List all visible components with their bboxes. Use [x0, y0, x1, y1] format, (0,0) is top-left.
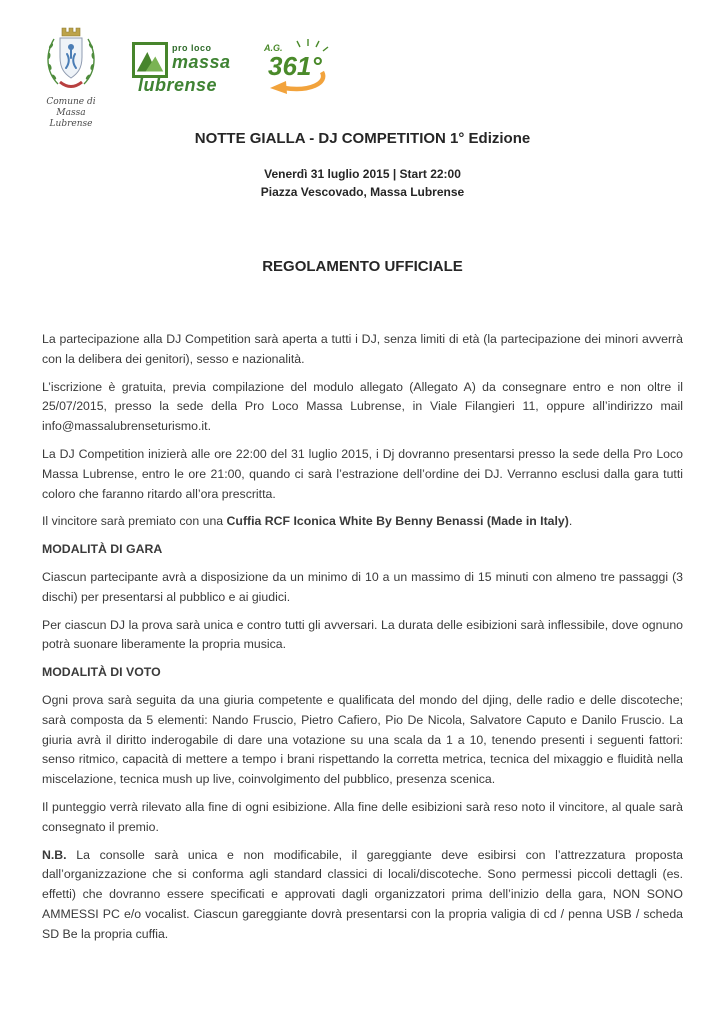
paragraph-jury: Ogni prova sarà seguita da una giuria competente e qualificata del mondo del djing, delle radio e delle discoteche; sarà composta da 5 elementi: Nando Fruscio, Pietro Cafiero, Pio De Nicola, Salvatore Caputo e Danilo Fruscio. La giuria avrà il diritto inderogabile di dare una votazione su una scala da 1 a 10, tenendo presenti i seguenti fattori: senso ritmico, capacità di mettere a tempo i brani rispettando la corretta metrica, tecnica del mixaggio e fluidità nella miscelazione, tecnica mush up live, coinvolgimento del pubblico, presenza scenica. [42, 692, 683, 787]
comune-logo [36, 24, 106, 130]
ag361-logo [262, 38, 336, 103]
paragraph-prize: Il vincitore sarà premiato con una Cuffia RCF Iconica White By Benny Benassi (Made in Italy). [42, 514, 573, 529]
document-body [42, 330, 683, 953]
event-location: Piazza Vescovado, Massa Lubrense [260, 185, 465, 199]
proloco-label-small: pro loco [172, 43, 212, 53]
ag361-label: 361° [268, 51, 322, 81]
section-title: REGOLAMENTO UFFICIALE [262, 258, 463, 275]
paragraph-registration: L’iscrizione è gratuita, previa compilazione del modulo allegato (Allegato A) da consegnare entro e non oltre il 25/07/2015, presso la sede della Pro Loco Massa Lubrense, in Viale Filangieri 11, oppure all’indirizzo mail info@massalubrenseturismo.it. [42, 379, 683, 434]
document-title: NOTTE GIALLA - DJ COMPETITION 1° Edizione [194, 130, 531, 147]
comune-caption-line1: Comune di [46, 97, 96, 107]
ag-label: A.G. [264, 43, 283, 53]
event-info [0, 165, 725, 201]
proloco-label-massa: massa [172, 52, 231, 72]
comune-crest-icon [41, 24, 101, 90]
paragraph-scoring: Il punteggio verrà rilevato alla fine di ogni esibizione. Alla fine delle esibizioni sarà reso noto il vincitore, al quale sarà consegnato il premio. [42, 799, 683, 834]
paragraph-single-round: Per ciascun DJ la prova sarà unica e contro tutti gli avversari. La durata delle esibizioni sarà inflessibile, dove ognuno potrà suonare liberamente la propria musica. [42, 617, 683, 652]
paragraph-participation: La partecipazione alla DJ Competition sarà aperta a tutti i DJ, senza limiti di età (la partecipazione dei minori avverrà con la delibera dei genitori), sesso e nazionalità. [42, 332, 683, 366]
paragraph-schedule: La DJ Competition inizierà alle ore 22:00 del 31 luglio 2015, i Dj dovranno presentarsi presso la sede della Pro Loco Massa Lubrense, entro le ore 21:00, quando ci sarà l’estrazione dell’ordine dei DJ. Verranno esclusi dalla gara tutti coloro che faranno ritardo all’ora prescritta. [42, 446, 683, 501]
paragraph-nb-equipment: N.B. La consolle sarà unica e non modificabile, il gareggiante deve esibirsi con l’attrezzatura proposta dall’organizzazione che si conforma agli standard classici di locali/discoteche. Sono permessi piccoli dettagli (es. effetti) che dovranno essere specificati e approvati dagli organizzatori prima dell’inizio della gara, NON SONO AMMESSI PC e/o vocalist. Ciascun gareggiante dovrà presentarsi con la propria valigia di cd / penna USB / scheda SD Be la propria cuffia. [42, 847, 683, 941]
heading-modalita-di-voto: MODALITÀ DI VOTO [42, 665, 161, 680]
comune-caption [36, 97, 106, 130]
rays-icon [297, 39, 328, 51]
event-datetime: Venerdì 31 luglio 2015 | Start 22:00 [264, 167, 461, 181]
proloco-label-lubrense: lubrense [138, 75, 218, 95]
heading-modalita-di-gara: MODALITÀ DI GARA [42, 542, 163, 557]
proloco-logo [132, 42, 236, 94]
header-logos [36, 24, 336, 130]
paragraph-time-limits: Ciascun partecipante avrà a disposizione da un minimo di 10 a un massimo di 15 minuti con almeno tre passaggi (3 dischi) per presentarsi al pubblico e ai giudici. [42, 569, 683, 604]
ag361-graphic [262, 38, 336, 98]
mountain-icon [132, 42, 168, 78]
comune-caption-line2: Massa Lubrense [49, 108, 93, 129]
